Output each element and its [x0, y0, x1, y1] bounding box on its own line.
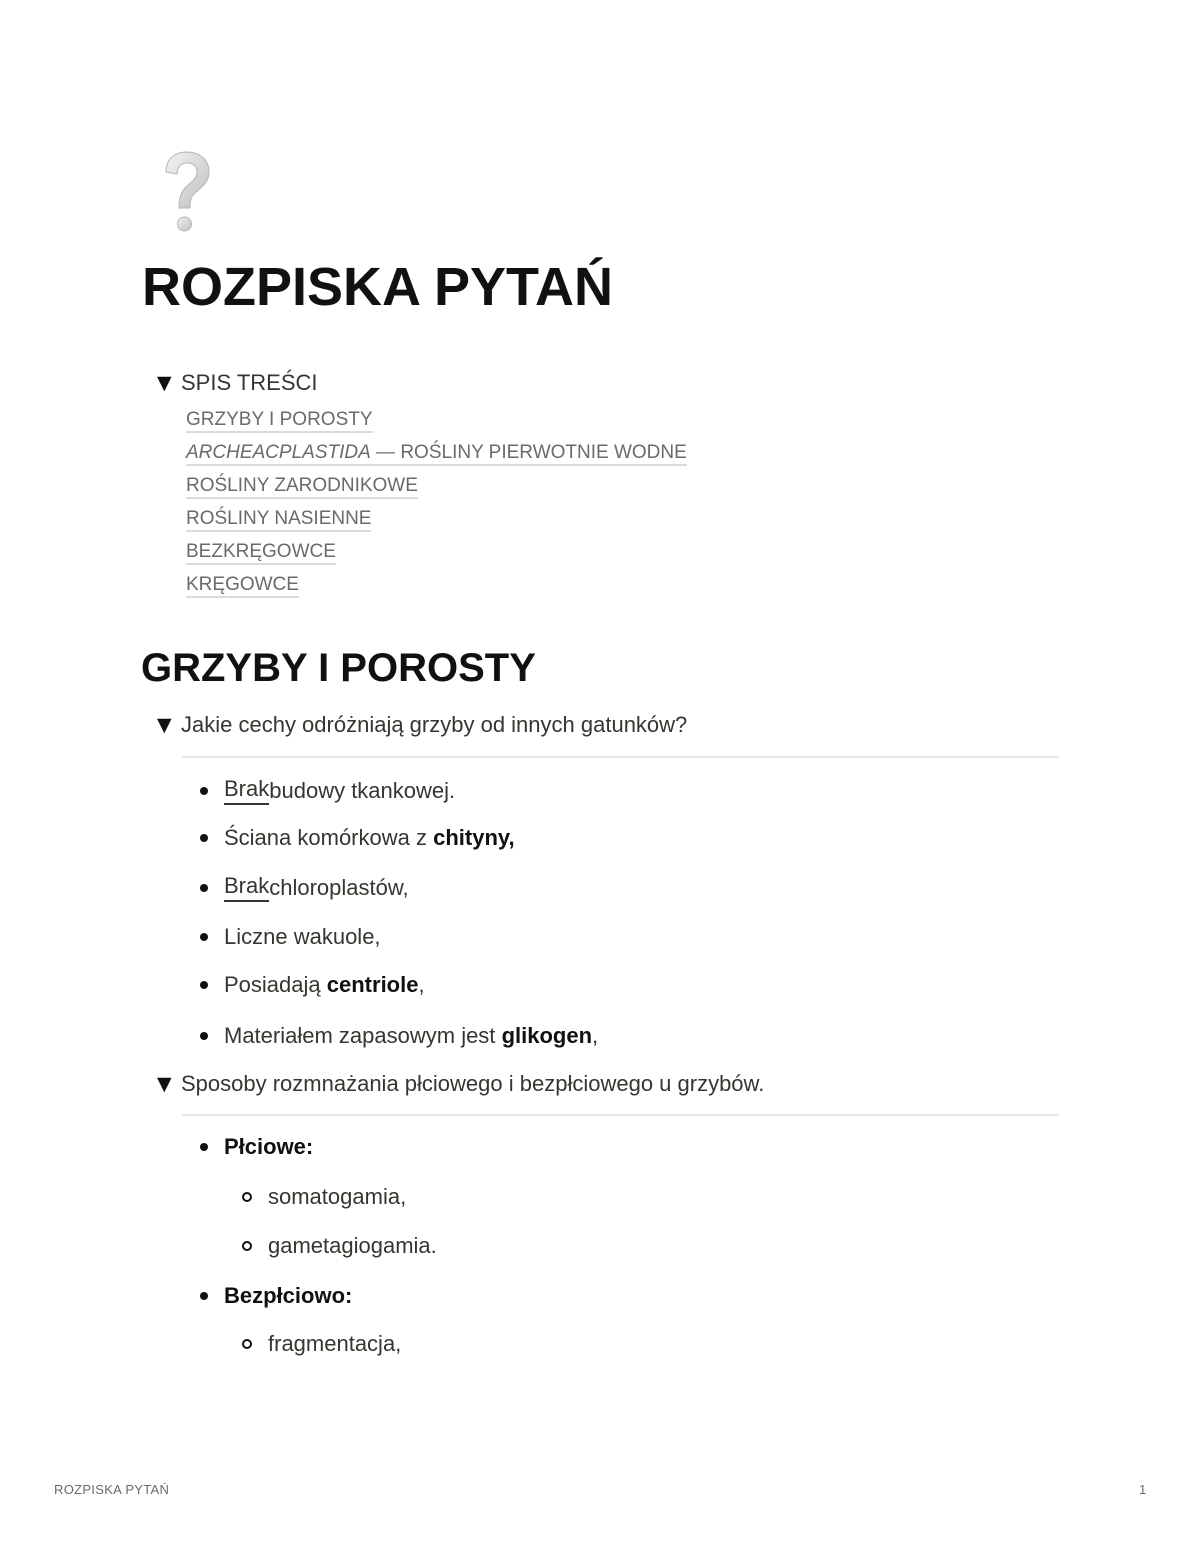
toc-item: [186, 469, 687, 502]
toggle-triangle-icon[interactable]: ▼: [157, 714, 172, 736]
list-item-punctuation: ,: [592, 1023, 599, 1048]
group-label: Płciowe:: [224, 1134, 314, 1159]
question-toggle[interactable]: [157, 712, 687, 738]
toc-link-bezkregowce[interactable]: BEZKRĘGOWCE: [186, 541, 336, 565]
toggle-triangle-icon[interactable]: ▼: [157, 1073, 172, 1095]
list-item-text: Ściana komórkowa z: [224, 825, 427, 850]
toc-link-rosliny-zarodnikowe[interactable]: ROŚLINY ZARODNIKOWE: [186, 475, 418, 499]
divider: [182, 1114, 1059, 1116]
question-toggle[interactable]: [157, 1071, 764, 1097]
sub-list-item: [242, 1331, 401, 1357]
toc-toggle[interactable]: [157, 370, 318, 396]
toc-link-grzyby[interactable]: GRZYBY I POROSTY: [186, 409, 373, 433]
sub-list-item-text: fragmentacja,: [268, 1331, 402, 1356]
toggle-triangle-icon[interactable]: ▼: [157, 372, 172, 394]
table-of-contents: [186, 403, 687, 601]
toc-item: [186, 403, 687, 436]
list-item: [200, 972, 425, 998]
divider: [182, 756, 1059, 758]
sub-list-item-text: gametagiogamia.: [268, 1233, 437, 1258]
list-item-text: Posiadają: [224, 972, 321, 997]
bullet-icon: [200, 884, 208, 892]
footer-title: ROZPISKA PYTAŃ: [54, 1482, 170, 1497]
toc-link-rosliny-nasienne[interactable]: ROŚLINY NASIENNE: [186, 508, 371, 532]
list-item: [200, 1134, 313, 1160]
toc-link-kregowce[interactable]: KRĘGOWCE: [186, 574, 299, 598]
section-heading: GRZYBY I POROSTY: [141, 646, 536, 690]
toc-link-text: — ROŚLINY PIERWOTNIE WODNE: [370, 442, 687, 463]
underlined-text: Brak: [224, 776, 269, 805]
sub-list-item-text: somatogamia,: [268, 1184, 407, 1209]
toc-item: [186, 535, 687, 568]
bullet-icon: [200, 1143, 208, 1151]
bullet-icon: [200, 1032, 208, 1040]
bullet-icon: [200, 1292, 208, 1300]
hollow-bullet-icon: [242, 1241, 252, 1251]
list-item-text: Liczne wakuole,: [224, 924, 381, 949]
sub-list-item: [242, 1233, 437, 1259]
bold-text: centriole: [326, 972, 419, 997]
toc-item: [186, 502, 687, 535]
underlined-text: Brak: [224, 873, 269, 902]
bullet-icon: [200, 981, 208, 989]
page-title: ROZPISKA PYTAŃ: [142, 257, 614, 317]
toc-item: [186, 436, 687, 469]
hollow-bullet-icon: [242, 1339, 252, 1349]
bullet-icon: [200, 787, 208, 795]
bold-text: chityny,: [433, 825, 515, 850]
question-text: Sposoby rozmnażania płciowego i bezpłciowego u grzybów.: [181, 1071, 765, 1096]
toc-toggle-label: SPIS TREŚCI: [181, 370, 318, 395]
list-item: [200, 1023, 598, 1049]
question-mark-icon: [160, 150, 212, 236]
list-item: [200, 873, 409, 902]
list-item: [200, 924, 381, 950]
list-item-text: budowy tkankowej.: [269, 777, 456, 803]
list-item-punctuation: ,: [418, 972, 425, 997]
bullet-icon: [200, 834, 208, 842]
hollow-bullet-icon: [242, 1192, 252, 1202]
toc-item: [186, 568, 687, 601]
list-item-text: chloroplastów,: [269, 874, 409, 900]
group-label: Bezpłciowo:: [224, 1283, 353, 1308]
sub-list-item: [242, 1184, 406, 1210]
list-item: [200, 776, 455, 805]
list-item-text: Materiałem zapasowym jest: [224, 1023, 496, 1048]
question-text: Jakie cechy odróżniają grzyby od innych gatunków?: [181, 712, 688, 737]
bold-text: glikogen: [501, 1023, 593, 1048]
list-item: [200, 1283, 352, 1309]
bullet-icon: [200, 933, 208, 941]
toc-link-italic: ARCHEACPLASTIDA: [186, 442, 371, 463]
footer-page-number: 1: [1139, 1482, 1147, 1497]
list-item: [200, 825, 515, 851]
toc-link-archeaplastida[interactable]: [186, 442, 687, 466]
